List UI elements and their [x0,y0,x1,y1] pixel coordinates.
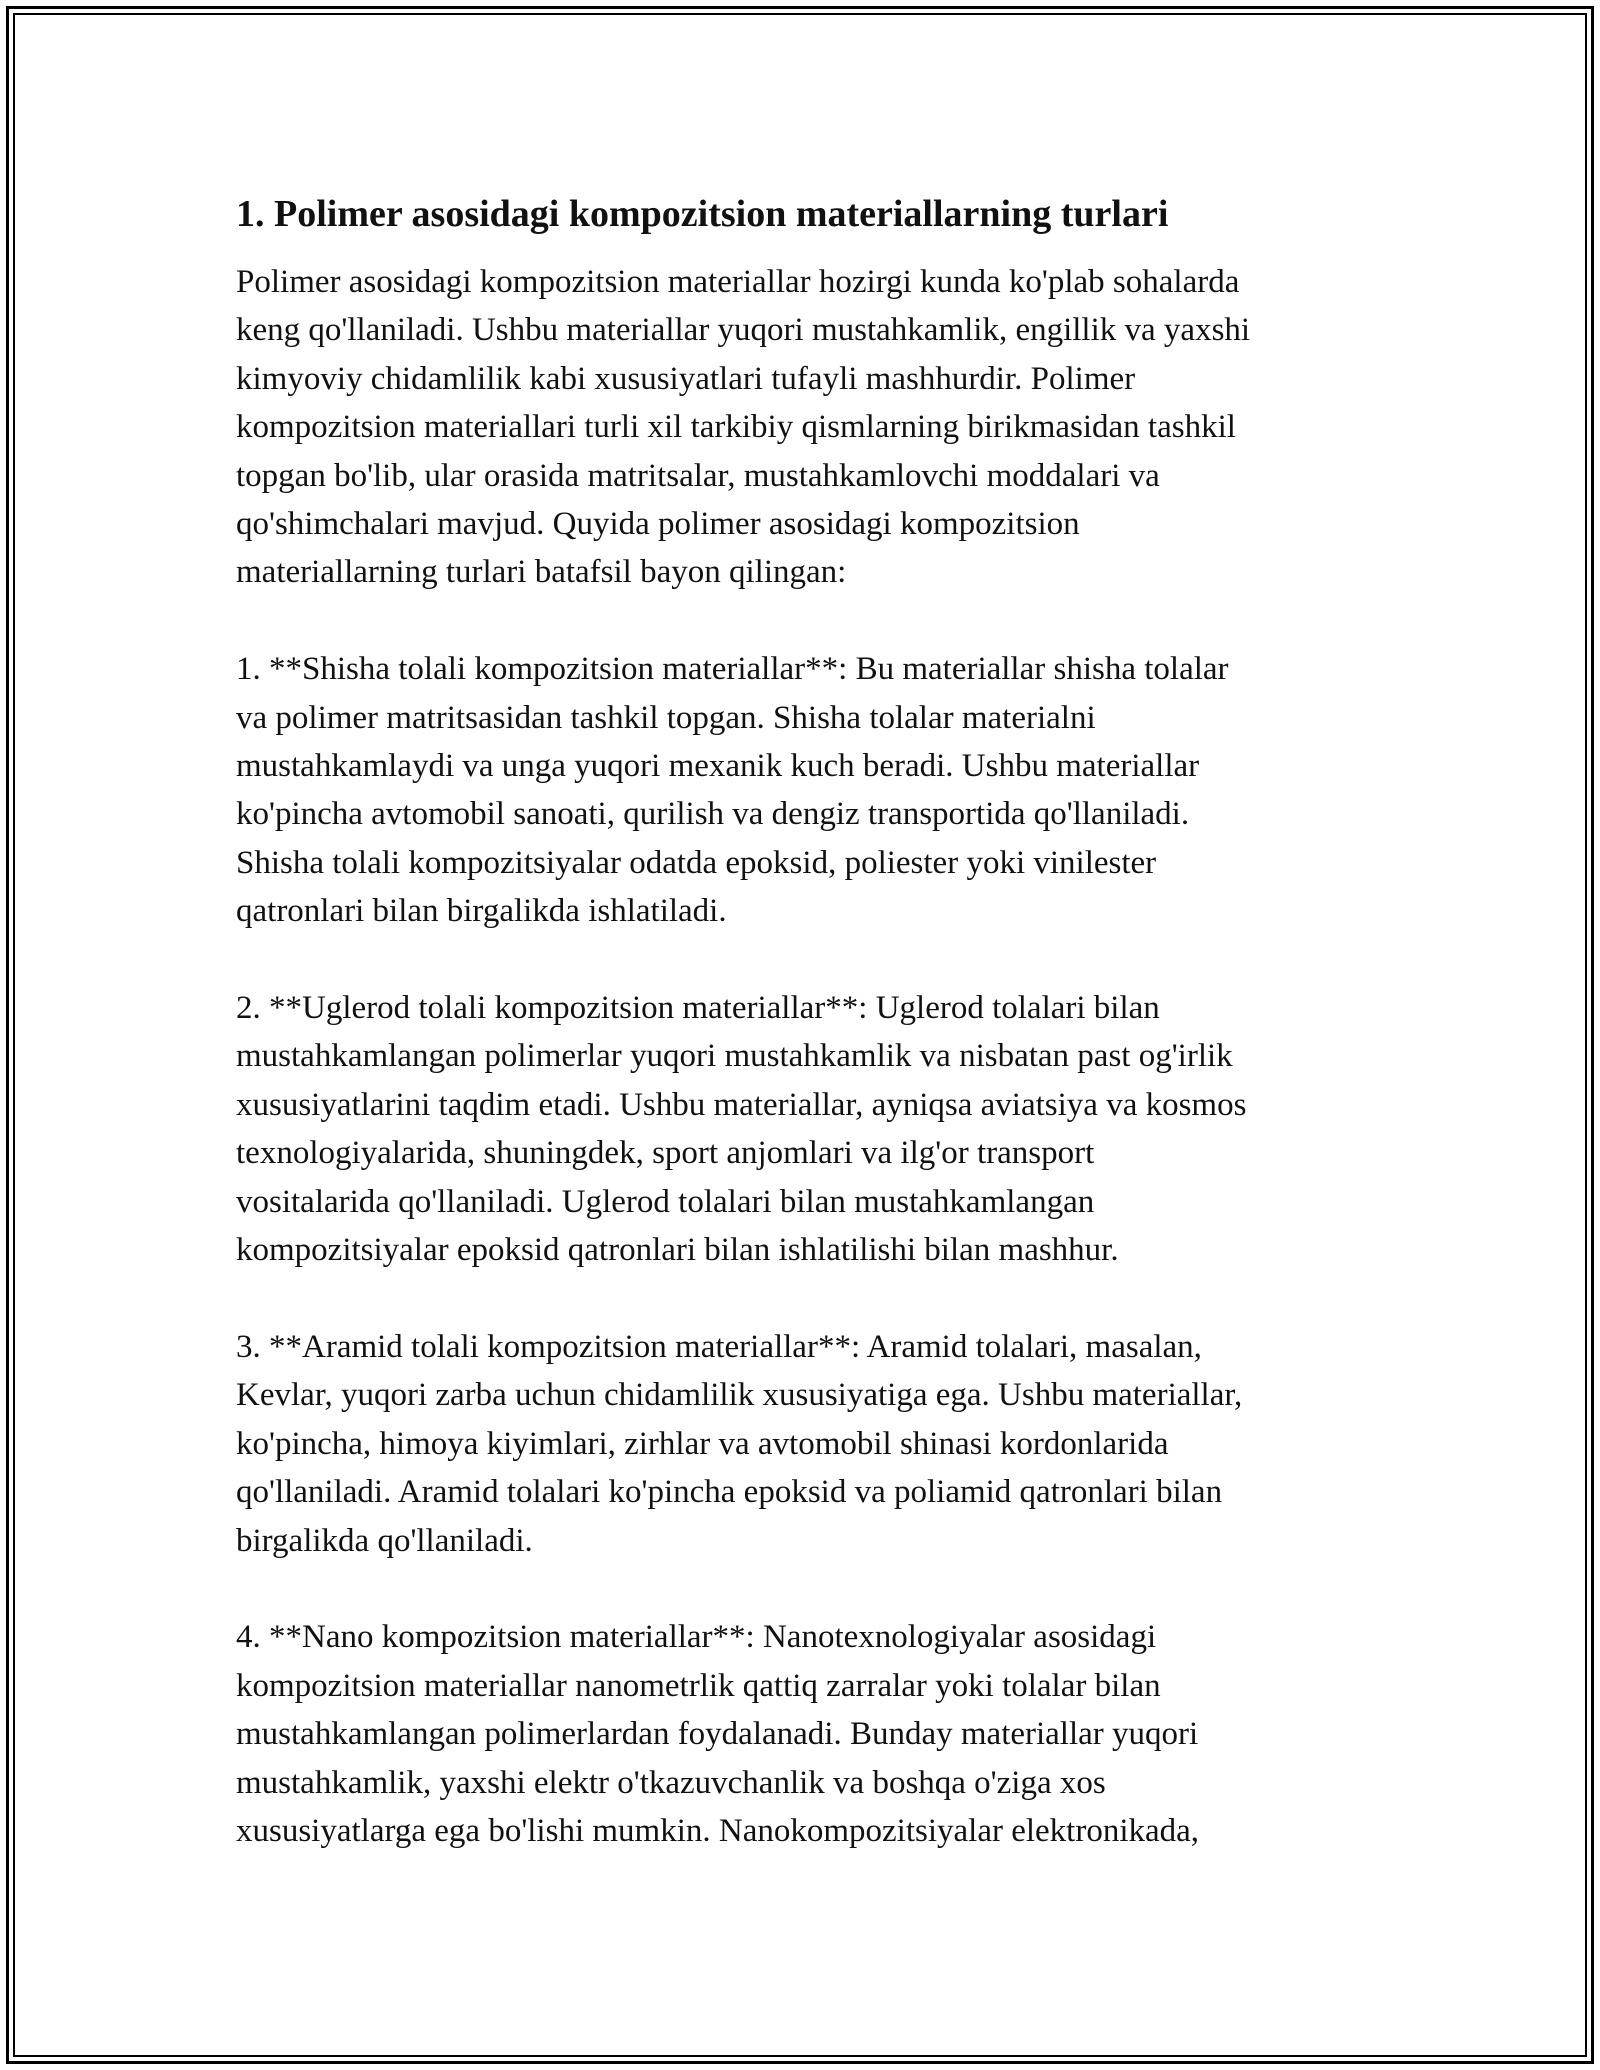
text-line: ko'pincha avtomobil sanoati, qurilish va dengiz transportida qo'llaniladi. [236,796,1190,833]
text-line: 1. **Shisha tolali kompozitsion materiallar**: Bu materiallar shisha tolalar [236,651,1229,688]
page-title: 1. Polimer asosidagi kompozitsion materiallarning turlari [236,193,1169,235]
text-line: topgan bo'lib, ular orasida matritsalar, mustahkamlovchi moddalari va [236,457,1160,494]
paragraph-gap [236,1275,1376,1323]
text-line: mustahkamlik, yaxshi elektr o'tkazuvchanlik va boshqa o'ziga xos [236,1764,1106,1801]
text-line: Kevlar, yuqori zarba uchun chidamlilik xususiyatiga ega. Ushbu materiallar, [236,1377,1243,1414]
text-line: kompozitsiyalar epoksid qatronlari bilan ishlatilishi bilan mashhur. [236,1232,1119,1269]
list-item-glass-fiber [236,645,1376,935]
text-line: ko'pincha, himoya kiyimlari, zirhlar va avtomobil shinasi kordonlarida [236,1425,1169,1462]
paragraph-gap [236,597,1376,645]
text-line: mustahkamlangan polimerlar yuqori mustahkamlik va nisbatan past og'irlik [236,1038,1233,1075]
text-line: kompozitsion materiallari turli xil tarkibiy qismlarning birikmasidan tashkil [236,409,1236,446]
text-line: kompozitsion materiallar nanometrlik qattiq zarralar yoki tolalar bilan [236,1667,1161,1704]
list-item-carbon-fiber [236,984,1376,1274]
text-line: Shisha tolali kompozitsiyalar odatda epoksid, poliester yoki vinilester [236,844,1157,881]
text-line: mustahkamlangan polimerlardan foydalanadi. Bunday materiallar yuqori [236,1716,1199,1753]
text-line: xususiyatlarini taqdim etadi. Ushbu materiallar, ayniqsa aviatsiya va kosmos [236,1086,1247,1123]
text-line: 3. **Aramid tolali kompozitsion materiallar**: Aramid tolalari, masalan, [236,1328,1202,1365]
paragraph-gap [236,936,1376,984]
text-line: texnologiyalarida, shuningdek, sport anjomlari va ilg'or transport [236,1135,1095,1172]
text-line: vositalarida qo'llaniladi. Uglerod tolalari bilan mustahkamlangan [236,1183,1095,1220]
text-line: materiallarning turlari batafsil bayon qilingan: [236,554,847,591]
list-item-nano-composite [236,1613,1376,1855]
text-line: qo'shimchalari mavjud. Quyida polimer asosidagi kompozitsion [236,506,1080,543]
paragraph-gap [236,1565,1376,1613]
text-line: qo'llaniladi. Aramid tolalari ko'pincha epoksid va poliamid qatronlari bilan [236,1474,1223,1511]
text-line: 2. **Uglerod tolali kompozitsion materiallar**: Uglerod tolalari bilan [236,990,1160,1027]
text-line: qatronlari bilan birgalikda ishlatiladi. [236,893,727,930]
text-line: Polimer asosidagi kompozitsion materiallar hozirgi kunda ko'plab sohalarda [236,264,1240,300]
text-line: 4. **Nano kompozitsion materiallar**: Nanotexnologiyalar asosidagi [236,1619,1157,1656]
text-line: xususiyatlarga ega bo'lishi mumkin. Nanokompozitsiyalar elektronikada, [236,1812,1200,1849]
text-line: va polimer matritsasidan tashkil topgan. Shisha tolalar materialni [236,699,1096,736]
text-line: keng qo'llaniladi. Ushbu materiallar yuqori mustahkamlik, engillik va yaxshi [236,312,1251,349]
list-item-aramid-fiber [236,1323,1376,1565]
document-page [236,182,1376,1855]
text-line: kimyoviy chidamlilik kabi xususiyatlari tufayli mashhurdir. Polimer [236,360,1136,397]
paragraph-intro [236,258,1376,597]
text-line: birgalikda qo'llaniladi. [236,1522,533,1559]
text-line: mustahkamlaydi va unga yuqori mexanik kuch beradi. Ushbu materiallar [236,748,1200,785]
